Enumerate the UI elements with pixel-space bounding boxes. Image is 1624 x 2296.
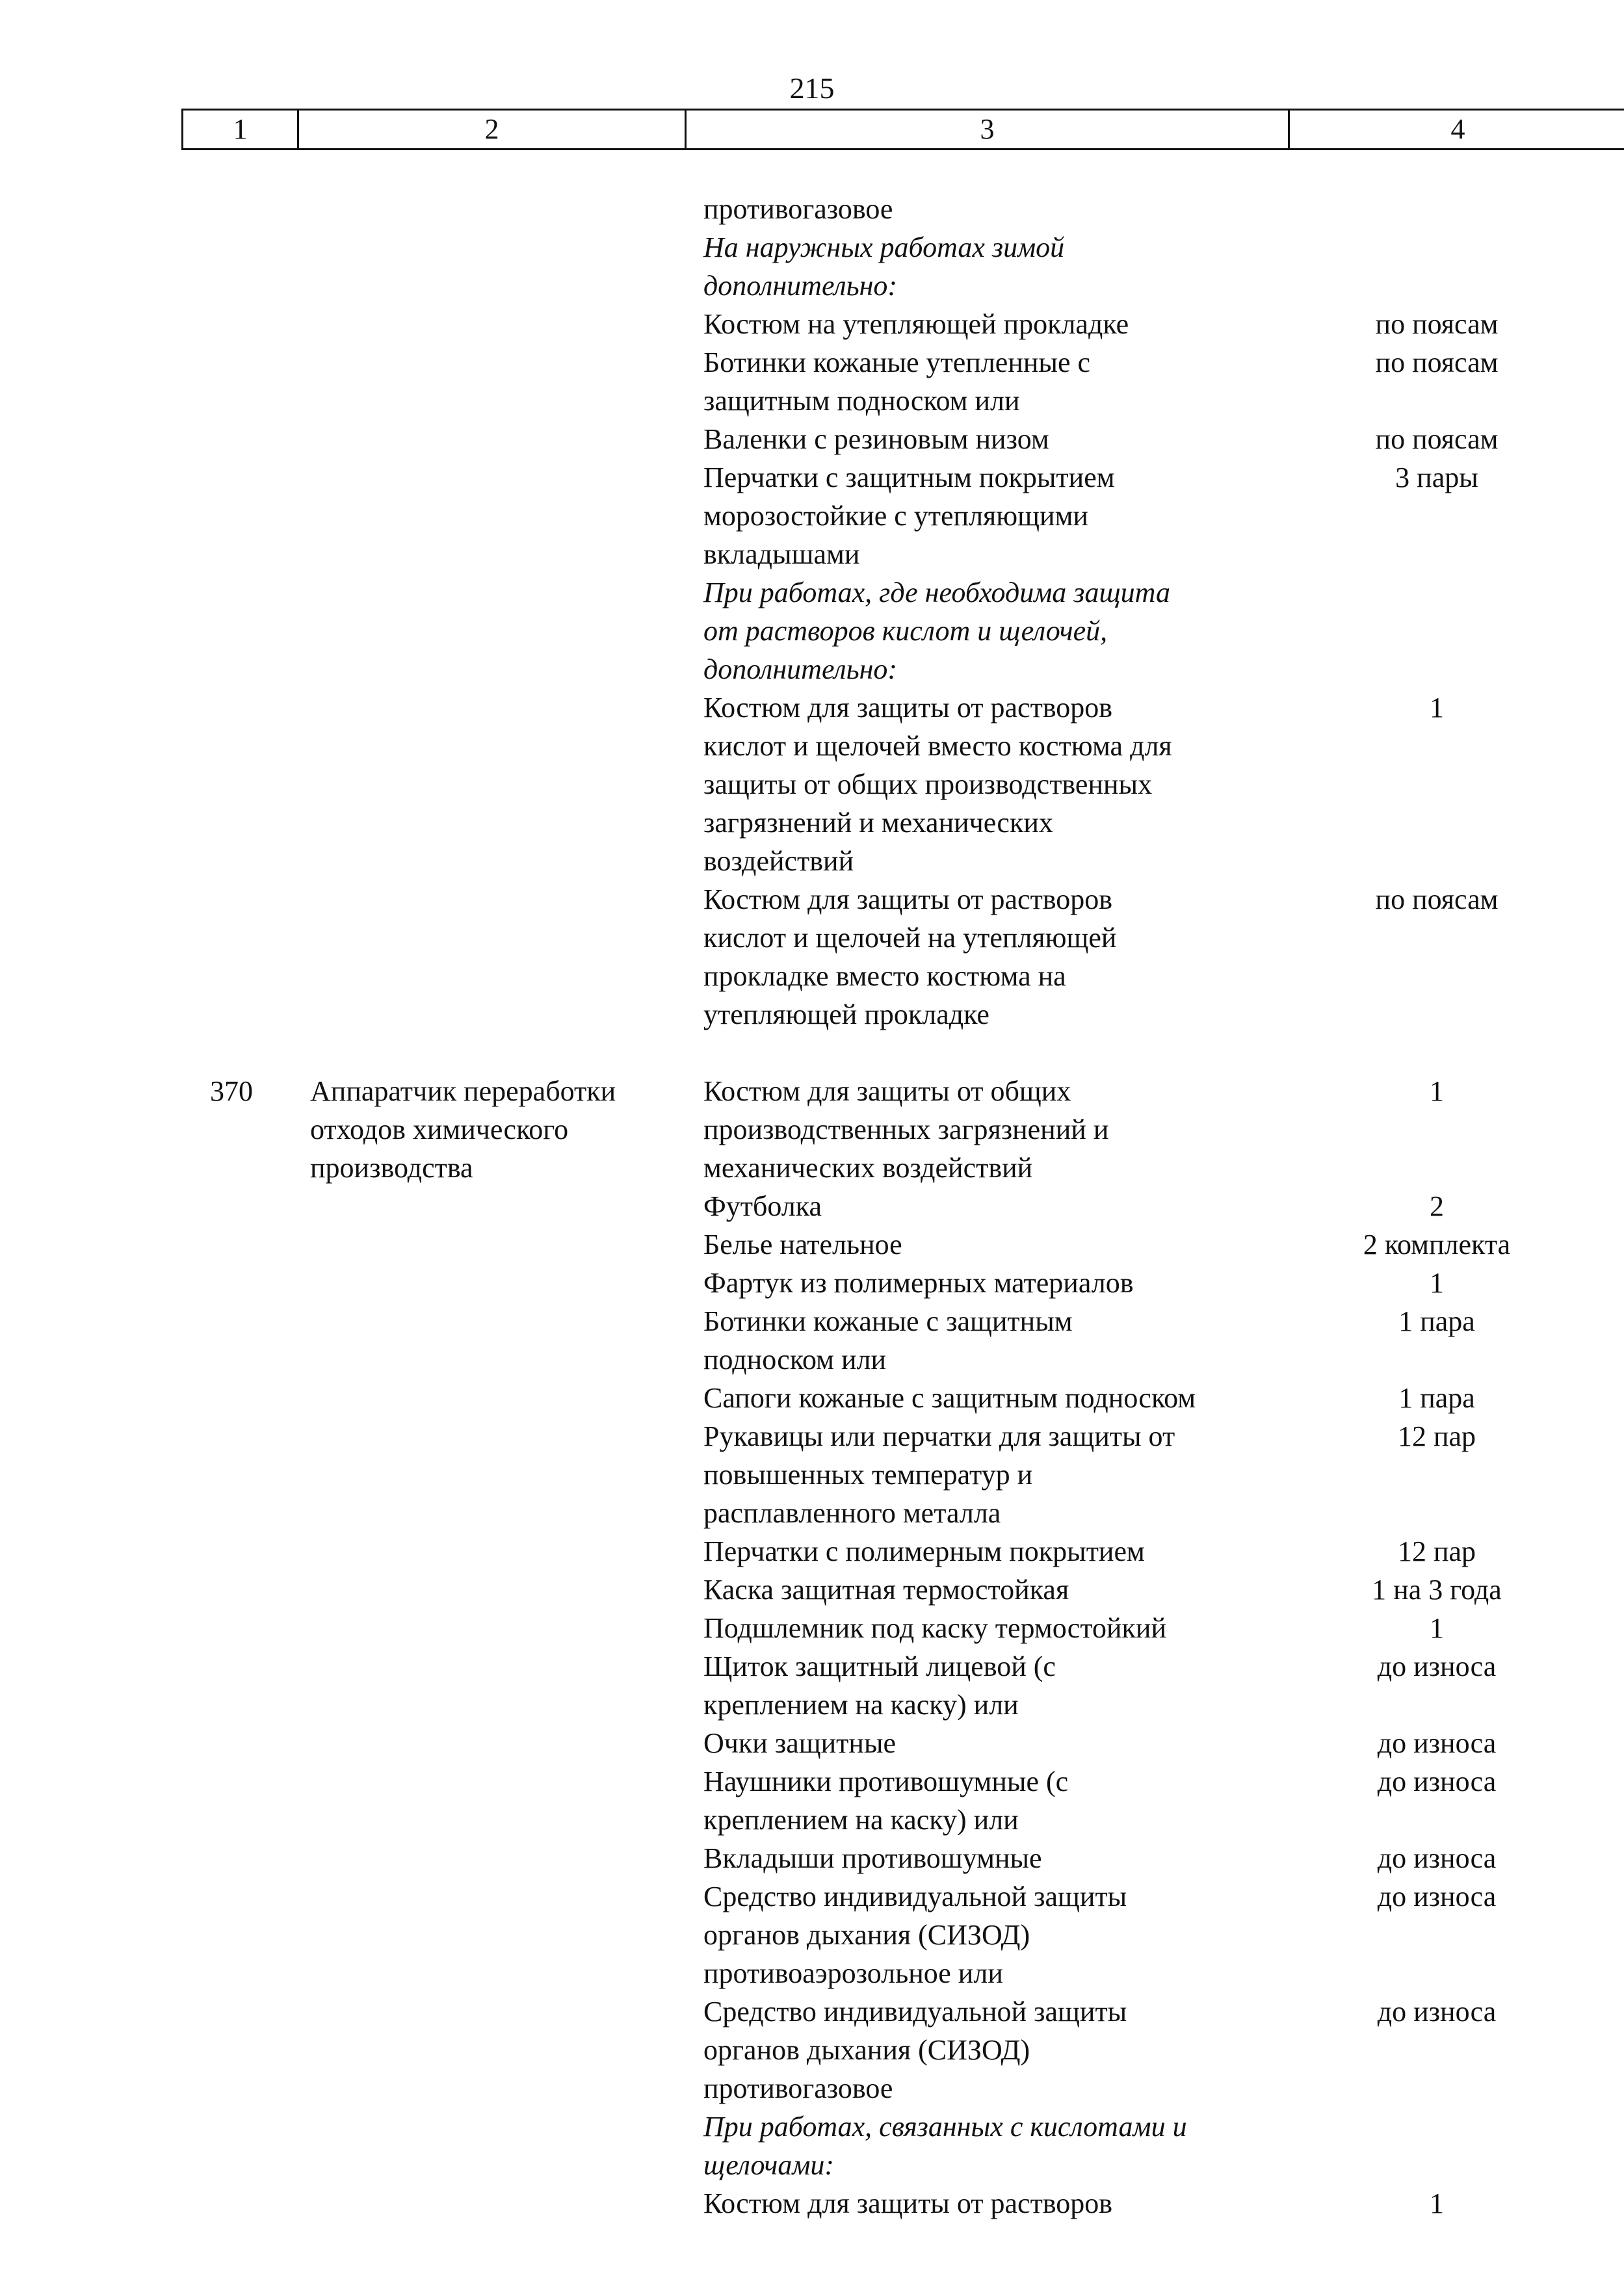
item-line: Футболка xyxy=(703,1190,822,1222)
norm-value: 1 xyxy=(1430,692,1444,724)
item-line: утепляющей прокладке xyxy=(703,998,989,1030)
item-line: Щиток защитный лицевой (с xyxy=(703,1650,1056,1682)
item-line: Перчатки с защитным покрытием xyxy=(703,462,1115,493)
occupation-line: отходов химического xyxy=(310,1114,569,1145)
norm-value: 3 пары xyxy=(1395,462,1478,493)
header-col-2: 2 xyxy=(299,111,687,148)
item-line: Рукавицы или перчатки для защиты от xyxy=(703,1420,1175,1452)
item-line: щелочами: xyxy=(703,2149,835,2181)
item-line: При работах, где необходима защита xyxy=(703,577,1170,608)
item-line: органов дыхания (СИЗОД) xyxy=(703,2034,1030,2066)
item-line: Вкладыши противошумные xyxy=(703,1842,1042,1874)
norm-value: 1 xyxy=(1430,1612,1444,1644)
norm-value: 12 пар xyxy=(1397,1535,1476,1567)
item-line: прокладке вместо костюма на xyxy=(703,960,1066,992)
item-line: Костюм для защиты от растворов xyxy=(703,692,1113,724)
norm-value: до износа xyxy=(1377,1650,1497,1682)
item-line: защиты от общих производственных xyxy=(703,768,1153,800)
item-line: подноском или xyxy=(703,1344,887,1376)
item-line: Костюм для защиты от растворов xyxy=(703,2187,1113,2219)
item-line: Костюм для защиты от общих xyxy=(703,1075,1071,1107)
item-line: Костюм на утепляющей прокладке xyxy=(703,308,1129,340)
occupation-line: производства xyxy=(310,1152,473,1184)
norm-value: 2 xyxy=(1430,1190,1444,1222)
item-line: механических воздействий xyxy=(703,1152,1033,1184)
norm-value: 2 комплекта xyxy=(1363,1229,1511,1260)
norm-value: по поясам xyxy=(1375,308,1499,340)
norm-value: до износа xyxy=(1377,1727,1497,1759)
norm-value: по поясам xyxy=(1375,346,1499,378)
item-line: морозостойкие с утепляющими xyxy=(703,500,1088,532)
norm-value: 1 xyxy=(1430,1267,1444,1299)
item-line: Ботинки кожаные с защитным xyxy=(703,1305,1073,1337)
norm-value: 1 пара xyxy=(1398,1305,1475,1337)
item-line: кислот и щелочей вместо костюма для xyxy=(703,730,1172,762)
item-line: Средство индивидуальной защиты xyxy=(703,1996,1127,2028)
item-line: При работах, связанных с кислотами и xyxy=(703,2111,1187,2143)
item-line: Валенки с резиновым низом xyxy=(703,423,1049,455)
page-number: 215 xyxy=(789,72,835,105)
norm-value: 1 xyxy=(1430,2187,1444,2219)
norm-value: до износа xyxy=(1377,1766,1497,1797)
item-line: противоаэрозольное или xyxy=(703,1957,1003,1989)
item-line: вкладышами xyxy=(703,538,860,570)
norm-value: до износа xyxy=(1377,1996,1497,2028)
item-line: производственных загрязнений и xyxy=(703,1114,1109,1145)
item-line: На наружных работах зимой xyxy=(703,231,1065,263)
table-header xyxy=(181,109,1624,150)
occupation-line: Аппаратчик переработки xyxy=(310,1075,616,1107)
item-line: загрязнений и механических xyxy=(703,807,1053,839)
item-line: Перчатки с полимерным покрытием xyxy=(703,1535,1145,1567)
entry-number: 370 xyxy=(210,1075,253,1107)
norm-value: до износа xyxy=(1377,1842,1497,1874)
norm-value: 1 xyxy=(1430,1075,1444,1107)
item-line: дополнительно: xyxy=(703,653,898,685)
item-line: от растворов кислот и щелочей, xyxy=(703,615,1108,647)
header-col-4: 4 xyxy=(1450,113,1465,145)
item-line: Сапоги кожаные с защитным подноском xyxy=(703,1382,1196,1414)
item-line: Каска защитная термостойкая xyxy=(703,1574,1069,1606)
item-line: защитным подноском или xyxy=(703,385,1020,417)
item-line: креплением на каску) или xyxy=(703,1804,1019,1836)
item-line: Подшлемник под каску термостойкий xyxy=(703,1612,1166,1644)
item-line: воздействий xyxy=(703,845,854,877)
item-line: повышенных температур и xyxy=(703,1459,1033,1491)
norm-value: 12 пар xyxy=(1397,1420,1476,1452)
item-line: дополнительно: xyxy=(703,270,898,302)
item-line: противогазовое xyxy=(703,193,893,225)
item-line: Средство индивидуальной защиты xyxy=(703,1881,1127,1912)
item-line: кислот и щелочей на утепляющей xyxy=(703,922,1117,954)
norm-value: до износа xyxy=(1377,1881,1497,1912)
header-col-3: 3 xyxy=(687,111,1290,148)
norm-value: по поясам xyxy=(1375,423,1499,455)
item-line: органов дыхания (СИЗОД) xyxy=(703,1919,1030,1951)
item-line: креплением на каску) или xyxy=(703,1689,1019,1721)
header-col-1: 1 xyxy=(183,111,299,148)
item-line: расплавленного металла xyxy=(703,1497,1001,1529)
item-line: Очки защитные xyxy=(703,1727,897,1759)
item-line: Белье нательное xyxy=(703,1229,902,1260)
norm-value: 1 пара xyxy=(1398,1382,1475,1414)
item-line: Ботинки кожаные утепленные с xyxy=(703,346,1091,378)
item-line: Костюм для защиты от растворов xyxy=(703,883,1113,915)
norm-value: по поясам xyxy=(1375,883,1499,915)
item-line: противогазовое xyxy=(703,2072,893,2104)
item-line: Фартук из полимерных материалов xyxy=(703,1267,1134,1299)
norm-value: 1 на 3 года xyxy=(1372,1574,1502,1606)
item-line: Наушники противошумные (с xyxy=(703,1766,1069,1797)
